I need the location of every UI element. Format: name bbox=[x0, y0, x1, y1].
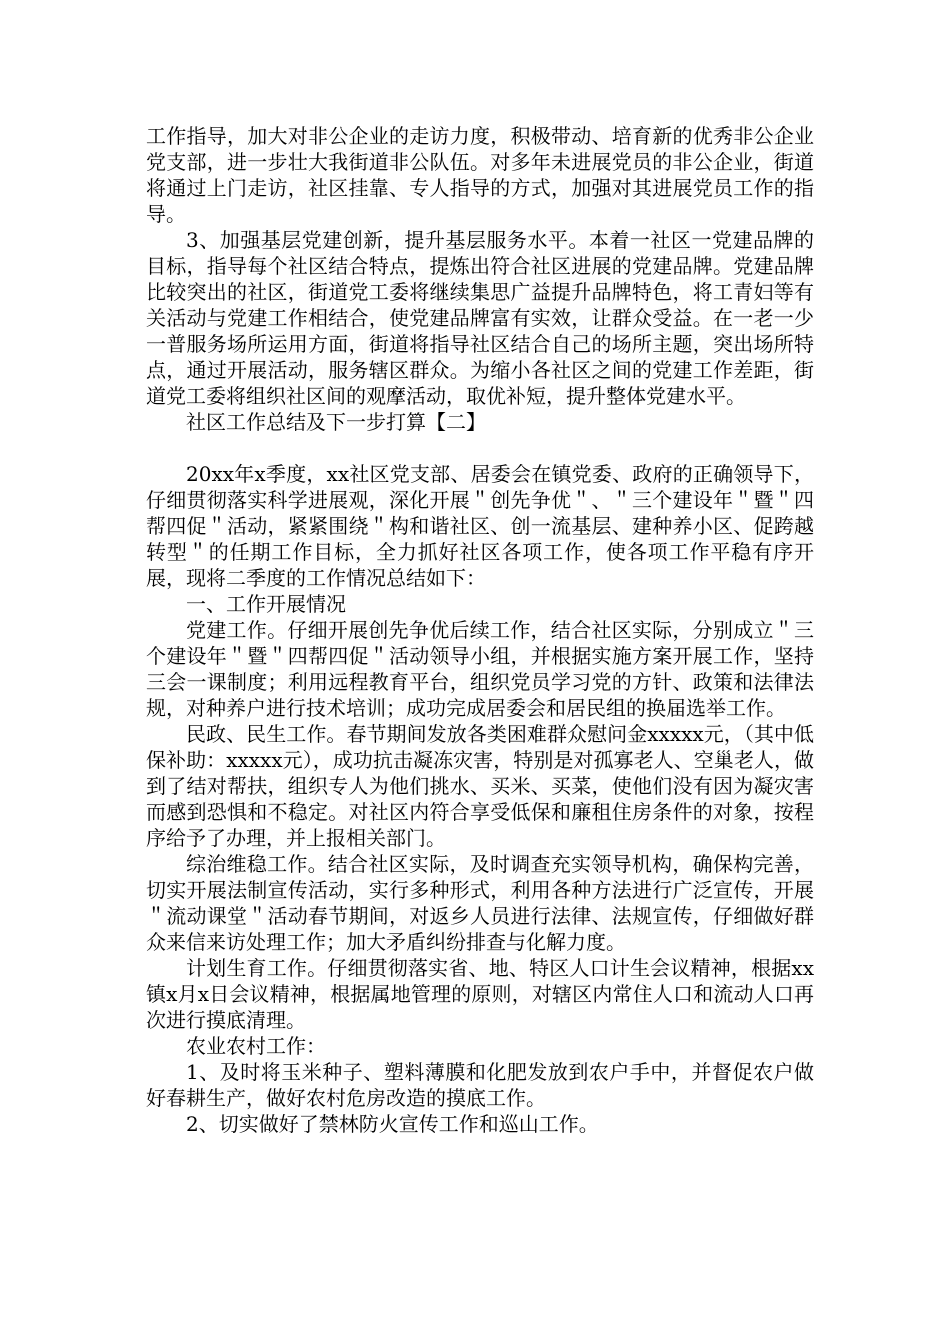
paragraph-stability: 综治维稳工作。结合社区实际，及时调查充实领导机构，确保构完善，切实开展法制宣传活动，实行多种形式，利用各种方法进行广泛宣传，开展＂流动课堂＂活动春节期间，对返乡人员进行法律、法规宣传，仔细做好群众来信来访处理工作；加大矛盾纠纷排查与化解力度。 bbox=[146, 852, 814, 954]
paragraph-civil-affairs: 民政、民生工作。春节期间发放各类困难群众慰问金xxxxx元，（其中低保补助：xxxxx元），成功抗击凝冻灾害，特别是对孤寡老人、空巢老人，做到了结对帮扶，组织专人为他们挑水、买米、买菜，使他们没有因为凝灾害而感到恐惧和不稳定。对社区内符合享受低保和廉租住房条件的对象，按程序给予了办理，并上报相关部门。 bbox=[146, 722, 814, 850]
paragraph-family-planning: 计划生育工作。仔细贯彻落实省、地、特区人口计生会议精神，根据xx镇x月x日会议精神，根据属地管理的原则，对辖区内常住人口和流动人口再次进行摸底清理。 bbox=[146, 956, 814, 1032]
list-item-agriculture-2: 2、切实做好了禁林防火宣传工作和巡山工作。 bbox=[186, 1112, 599, 1136]
document-page bbox=[146, 123, 814, 1137]
subheading-work-progress: 一、工作开展情况 bbox=[186, 592, 346, 616]
paragraph-continuation: 工作指导，加大对非公企业的走访力度，积极带动、培育新的优秀非公企业党支部，进一步壮大我街道非公队伍。对多年未进展党员的非公企业，街道将通过上门走访，社区挂靠、专人指导的方式，加强对其进展党员工作的指导。 bbox=[146, 124, 814, 226]
paragraph-party-innovation: 3、加强基层党建创新，提升基层服务水平。本着一社区一党建品牌的目标，指导每个社区结合特点，提炼出符合社区进展的党建品牌。党建品牌比较突出的社区，街道党工委将继续集思广益提升品牌特色，将工青妇等有关活动与党建工作相结合，使党建品牌富有实效，让群众受益。在一老一少一普服务场所运用方面，街道将指导社区结合自己的场所主题，突出场所特点，通过开展活动，服务辖区群众。为缩小各社区之间的党建工作差距，街道党工委将组织社区间的观摩活动，取优补短，提升整体党建水平。 bbox=[146, 228, 814, 408]
subheading-agriculture: 农业农村工作： bbox=[186, 1034, 326, 1058]
paragraph-party-building: 党建工作。仔细开展创先争优后续工作，结合社区实际，分别成立＂三个建设年＂暨＂四帮四促＂活动领导小组，并根据实施方案开展工作，坚持三会一课制度；利用远程教育平台，组织党员学习党的方针、政策和法律法规，对种养户进行技术培训；成功完成居委会和居民组的换届选举工作。 bbox=[146, 618, 814, 720]
list-item-agriculture-1: 1、及时将玉米种子、塑料薄膜和化肥发放到农户手中，并督促农户做好春耕生产，做好农村危房改造的摸底工作。 bbox=[146, 1060, 814, 1110]
section-heading-summary-two: 社区工作总结及下一步打算【二】 bbox=[186, 410, 486, 434]
paragraph-intro: 20xx年x季度，xx社区党支部、居委会在镇党委、政府的正确领导下，仔细贯彻落实科学进展观，深化开展＂创先争优＂、＂三个建设年＂暨＂四帮四促＂活动，紧紧围绕＂构和谐社区、创一流基层、建种养小区、促跨越转型＂的任期工作目标，全力抓好社区各项工作，使各项工作平稳有序开展，现将二季度的工作情况总结如下： bbox=[146, 462, 814, 590]
